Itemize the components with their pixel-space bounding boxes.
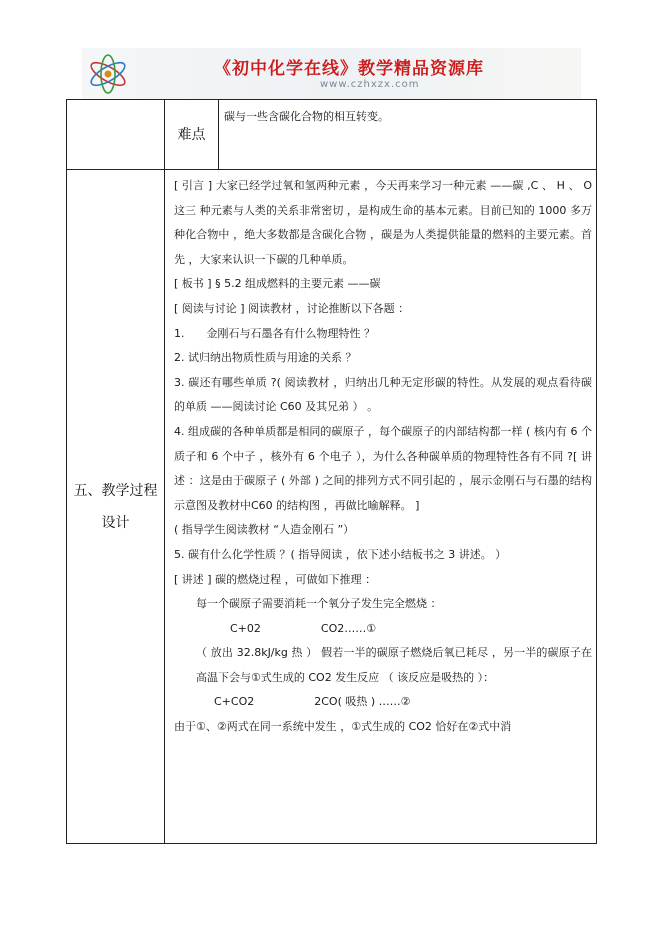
paragraph-system: 由于①、②两式在同一系统中发生 ，①式生成的 CO2 恰好在②式中消: [174, 720, 512, 734]
paragraph-guide: ( 指导学生阅读教材 “人造金刚石 ”）: [174, 523, 355, 537]
equation-1-left: C+02: [230, 621, 261, 635]
paragraph-heat: （ 放出 32.8kJ/kg 热 ） 假若一半的碳原子燃烧后氧已耗尽 ，另一半的碳原子在高温下会与①式生成的 CO2 发生反应 （ 该反应是吸热的 ）：: [196, 646, 592, 684]
paragraph-board: [ 板书 ] § 5.2 组成燃料的主要元素 ——碳: [174, 277, 381, 291]
lesson-plan-table: [66, 99, 597, 844]
section-label-line2: 设计: [101, 514, 130, 531]
paragraph-discussion: [ 阅读与讨论 ] 阅读教材 ，讨论推断以下各题 ：: [174, 301, 410, 315]
header-banner: [82, 48, 581, 100]
banner-url: www.czhxzx.com: [320, 79, 420, 90]
table-row: [67, 170, 597, 844]
paragraph-intro: [ 引言 ] 大家已经学过氧和氢两种元素 ，今天再来学习一种元素 ——碳 ,C 、 H 、 O 这三 种元素与人类的关系非常密切 ，是构成生命的基本元素。目前已知的 1000 多万种化合物中 ，绝大多数都是含碳化合物 ，碳是为人类提供能量的燃料的主要元素。首先 ，大家来认识一下碳的几种单质。: [174, 179, 592, 266]
question-3: 3. 碳还有哪些单质 ?( 阅读教材 ，归纳出几种无定形碳的特性。从发展的观点看待碳的单质 ——阅读讨论 C60 及其兄弟 ） 。: [174, 375, 592, 414]
difficulty-label: 难点: [165, 100, 219, 170]
atom-logo-icon: [86, 52, 130, 96]
question-4: 4. 组成碳的各种单质都是相同的碳原子 ，每个碳原子的内部结构都一样 ( 核内有 6 个质子和 6 个中子 ，核外有 6 个电子 ），为什么各种碳单质的物理特性各有不同 ?[ 讲 述 ：这是由于碳原子 ( 外部 ) 之间的排列方式不同引起的 ，展示金刚石与石墨的结构示意图及教材中C60 的结构图 ，再做比喻解释。 ]: [174, 424, 592, 512]
question-5: 5. 碳有什么化学性质 ？( 指导阅读 ，依下述小结板书之 3 讲述。 ）: [174, 547, 507, 561]
equation-1: [174, 617, 592, 642]
difficulty-text: 碳与一些含碳化合物的相互转变。: [219, 100, 597, 170]
section-label-line1: 五、教学过程: [73, 482, 158, 499]
equation-2-left: C+CO2: [214, 695, 255, 709]
equation-2-right: 2CO( 吸热 ) ……②: [314, 695, 411, 709]
question-2: 2. 试归纳出物质性质与用途的关系 ？: [174, 351, 357, 365]
question-1: 1. 金刚石与石墨各有什么物理特性 ？: [174, 326, 375, 340]
paragraph-lecture: [ 讲述 ] 碳的燃烧过程 ，可做如下推理 ：: [174, 572, 377, 586]
section-label: [67, 170, 165, 844]
process-content: [165, 170, 597, 844]
equation-1-right: CO2……①: [320, 621, 377, 635]
banner-title: 《初中化学在线》教学精品资源库: [214, 59, 484, 79]
table-row: [67, 100, 597, 170]
empty-cell: [67, 100, 165, 170]
paragraph-combustion: 每一个碳原子需要消耗一个氧分子发生完全燃烧 ：: [196, 597, 442, 611]
equation-2: [174, 690, 592, 715]
